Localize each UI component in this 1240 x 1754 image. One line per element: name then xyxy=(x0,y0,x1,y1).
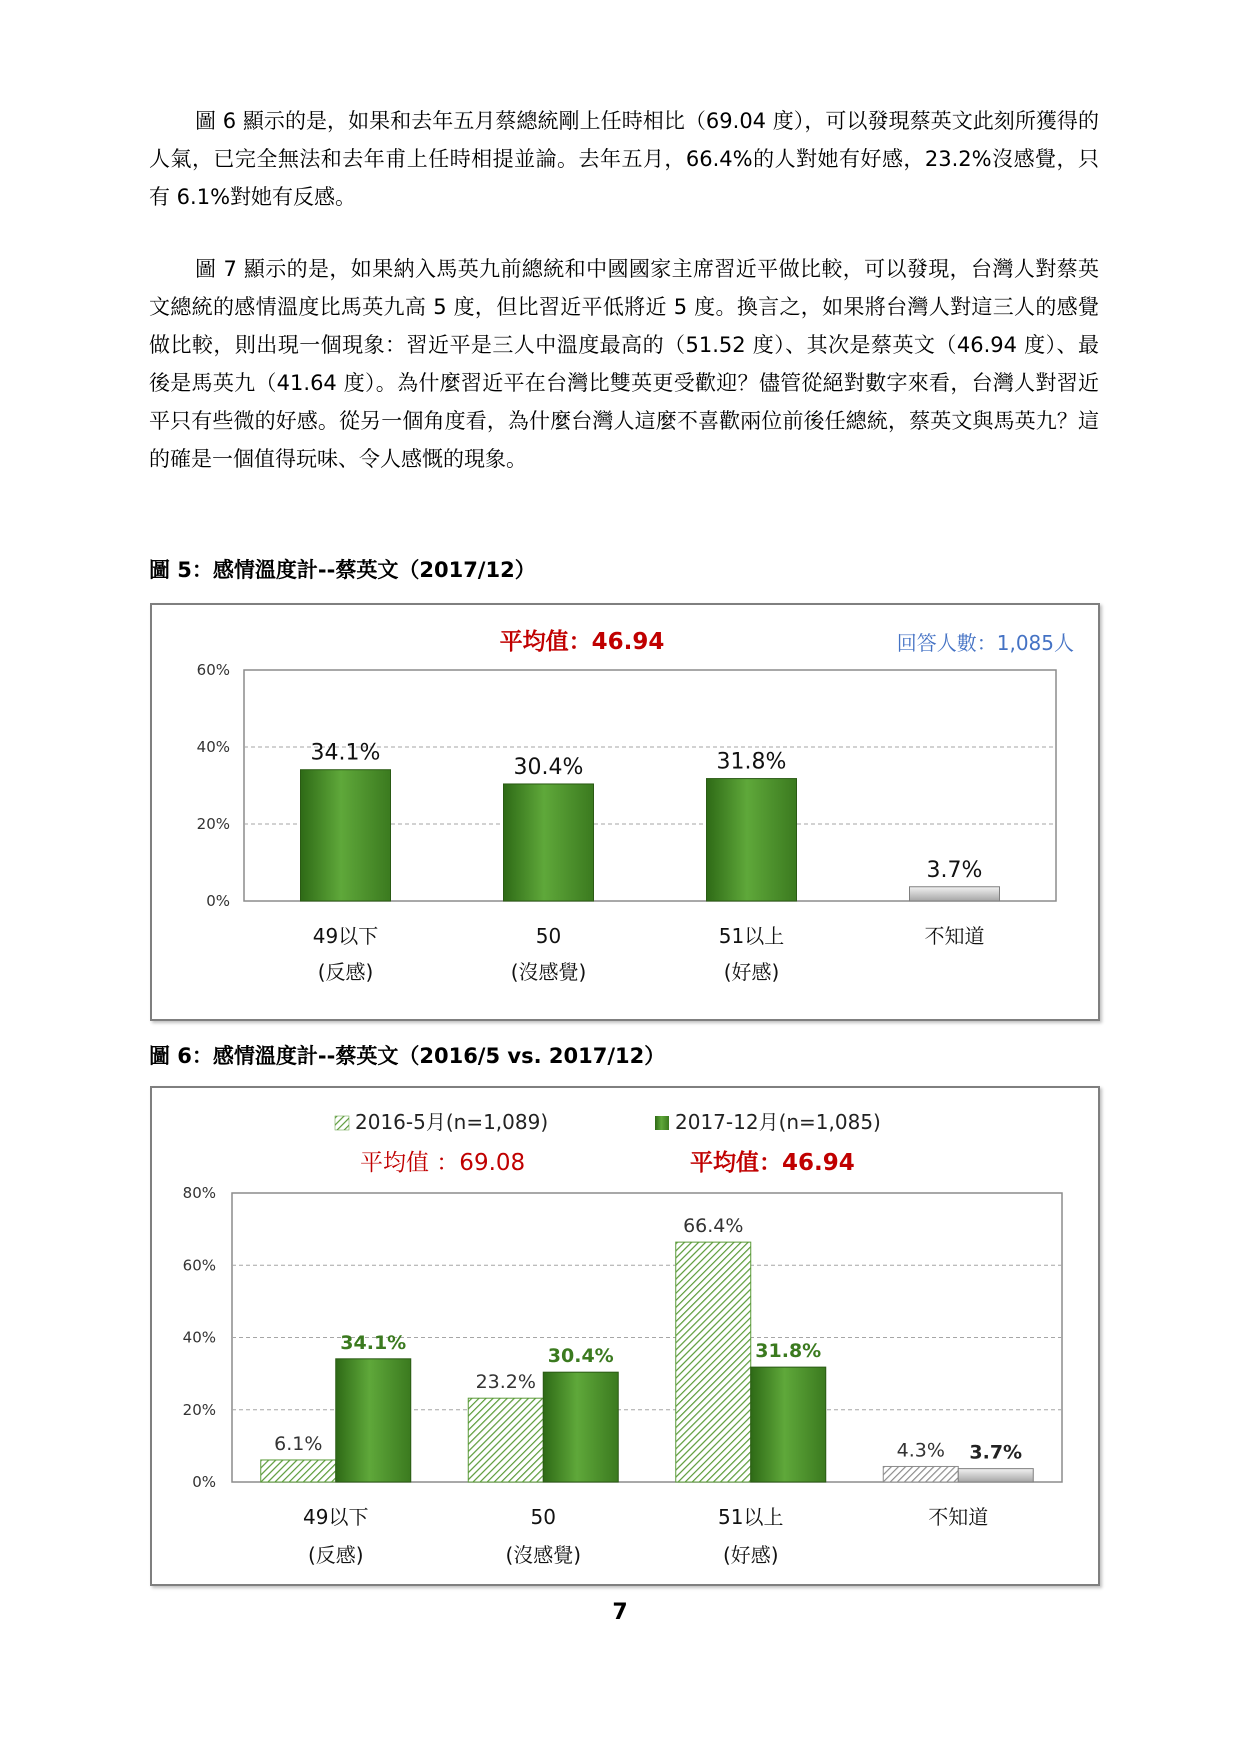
figure-6-bar-2017 xyxy=(751,1367,826,1482)
figure-5-bar xyxy=(910,887,1000,901)
figure-6-caption: 圖 6：感情溫度計--蔡英文（2016/5 vs. 2017/12） xyxy=(149,1044,666,1068)
figure-6-data-label-2016: 6.1% xyxy=(274,1432,323,1455)
figure-5-mean-label: 平均值：46.94 xyxy=(499,629,665,655)
figure-6-bar-2016 xyxy=(883,1466,958,1482)
figure-6-chart-frame xyxy=(150,1086,1100,1586)
paragraph-1: 圖 6 顯示的是，如果和去年五月蔡總統剛上任時相比（69.04 度），可以發現蔡英文此刻所獲得的人氣，已完全無法和去年甫上任時相提並論。去年五月，66.4%的人對她有好感，23.2%沒感覺，只有 6.1%對她有反感。 xyxy=(149,109,1099,209)
figure-6-mean-2016: 平均值 ：69.08 xyxy=(360,1150,526,1176)
figure-5-data-label: 3.7% xyxy=(926,857,983,883)
figure-5-category-label: 49以下 xyxy=(312,924,379,948)
figure-5-respondents-label: 回答人數：1,085人 xyxy=(896,631,1074,655)
figure-5-category-sublabel: (沒感覺) xyxy=(510,960,587,984)
figure-5-bar xyxy=(301,770,391,901)
figure-6-bar-2017 xyxy=(543,1372,618,1482)
figure-6-category-sublabel: (反感) xyxy=(307,1543,364,1567)
paragraph-2: 圖 7 顯示的是，如果納入馬英九前總統和中國國家主席習近平做比較，可以發現，台灣人對蔡英文總統的感情溫度比馬英九高 5 度，但比習近平低將近 5 度。換言之，如果將台灣人對這三人的感覺做比較，則出現一個現象：習近平是三人中溫度最高的（51.52 度）、其次是蔡英文（46.94 度）、最後是馬英九（41.64 度）。為什麼習近平在台灣比雙英更受歡迎？儘管從絕對數字來看，台灣人對習近平只有些微的好感。從另一個角度看，為什麼台灣人這麼不喜歡兩位前後任總統，蔡英文與馬英九？這的確是一個值得玩味、令人感慨的現象。 xyxy=(149,257,1099,471)
figure-6-data-label-2017: 30.4% xyxy=(547,1345,614,1368)
legend-label-2016: 2016-5月(n=1,089) xyxy=(355,1110,549,1134)
figure-5-bar xyxy=(707,779,797,901)
page-number: 7 xyxy=(612,1600,628,1625)
figure-6-ytick-label: 80% xyxy=(182,1184,216,1202)
figure-5-data-label: 31.8% xyxy=(716,749,787,775)
figure-6-ytick-label: 0% xyxy=(192,1473,216,1491)
figure-5-category-sublabel: (好感) xyxy=(723,960,780,984)
figure-6-data-label-2017: 31.8% xyxy=(755,1340,822,1363)
figure-5-category-label: 50 xyxy=(535,924,562,948)
figure-5-data-label: 30.4% xyxy=(513,754,584,780)
figure-5-category-label: 51以上 xyxy=(718,924,785,948)
legend-label-2017: 2017-12月(n=1,085) xyxy=(675,1110,881,1134)
figure-6-ytick-label: 20% xyxy=(182,1400,216,1419)
figure-6-legend xyxy=(335,1110,881,1134)
figure-6-data-label-2016: 23.2% xyxy=(475,1371,536,1394)
figure-5-ytick-label: 60% xyxy=(196,661,230,679)
figure-6-category-sublabel: (沒感覺) xyxy=(505,1543,582,1567)
figure-5-chart xyxy=(152,605,1098,1019)
figure-6-bar-2017 xyxy=(958,1469,1033,1482)
figure-6-mean-2017: 平均值：46.94 xyxy=(690,1150,855,1176)
figure-6-category-label: 51以上 xyxy=(718,1505,784,1529)
figure-6-chart xyxy=(152,1088,1098,1584)
figure-5-ytick-label: 20% xyxy=(196,815,230,833)
figure-6-bar-2016 xyxy=(468,1398,543,1482)
figure-5-bar xyxy=(504,784,594,901)
figure-5-caption: 圖 5：感情溫度計--蔡英文（2017/12） xyxy=(149,558,536,582)
figure-5-ytick-label: 0% xyxy=(206,892,230,910)
figure-5-chart-frame xyxy=(150,603,1100,1021)
figure-6-category-sublabel: (好感) xyxy=(722,1543,779,1567)
figure-5-data-label: 34.1% xyxy=(310,740,381,766)
figure-6-data-label-2017: 3.7% xyxy=(969,1441,1023,1464)
figure-6-ytick-label: 40% xyxy=(182,1328,216,1347)
figure-6-bar-2017 xyxy=(336,1359,411,1482)
figure-6-data-label-2017: 34.1% xyxy=(340,1331,407,1354)
figure-5-category-label: 不知道 xyxy=(924,924,985,948)
figure-6-category-label: 不知道 xyxy=(928,1505,989,1529)
figure-6-data-label-2016: 4.3% xyxy=(896,1439,945,1462)
figure-5-category-sublabel: (反感) xyxy=(317,960,374,984)
figure-6-category-label: 49以下 xyxy=(303,1505,369,1529)
figure-5-ytick-label: 40% xyxy=(196,738,230,756)
figure-6-bar-2016 xyxy=(676,1242,751,1482)
figure-6-data-label-2016: 66.4% xyxy=(683,1215,744,1238)
legend-swatch-2016 xyxy=(335,1116,349,1130)
figure-6-ytick-label: 60% xyxy=(182,1256,216,1275)
figure-6-category-label: 50 xyxy=(530,1505,556,1529)
legend-swatch-2017 xyxy=(655,1116,669,1130)
figure-6-bar-2016 xyxy=(261,1460,336,1482)
